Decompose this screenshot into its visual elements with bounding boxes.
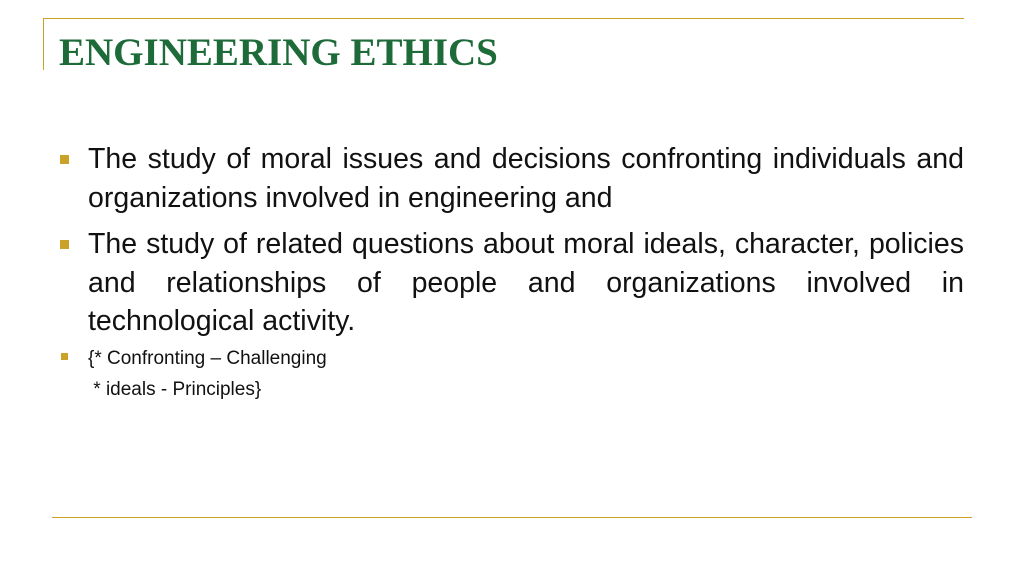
bullet-text: The study of moral issues and decisions confronting individuals and organizations involved in engineering and xyxy=(88,143,964,214)
bottom-divider xyxy=(52,517,972,518)
square-bullet-icon xyxy=(61,353,68,360)
top-divider xyxy=(43,18,964,19)
square-bullet-icon xyxy=(60,240,69,249)
list-item xyxy=(58,343,964,405)
bullet-list xyxy=(58,140,964,405)
bullet-text-line-2: * ideals - Principles} xyxy=(88,378,262,400)
square-bullet-icon xyxy=(60,155,69,164)
bullet-text: The study of related questions about moral ideals, character, policies and relationships of people and organizations involved in technological activity. xyxy=(88,228,964,337)
bullet-text-line-1: {* Confronting – Challenging xyxy=(88,347,327,369)
list-item xyxy=(58,225,964,341)
slide-title: ENGINEERING ETHICS xyxy=(59,31,498,74)
title-left-divider xyxy=(43,18,44,70)
list-item xyxy=(58,140,964,217)
